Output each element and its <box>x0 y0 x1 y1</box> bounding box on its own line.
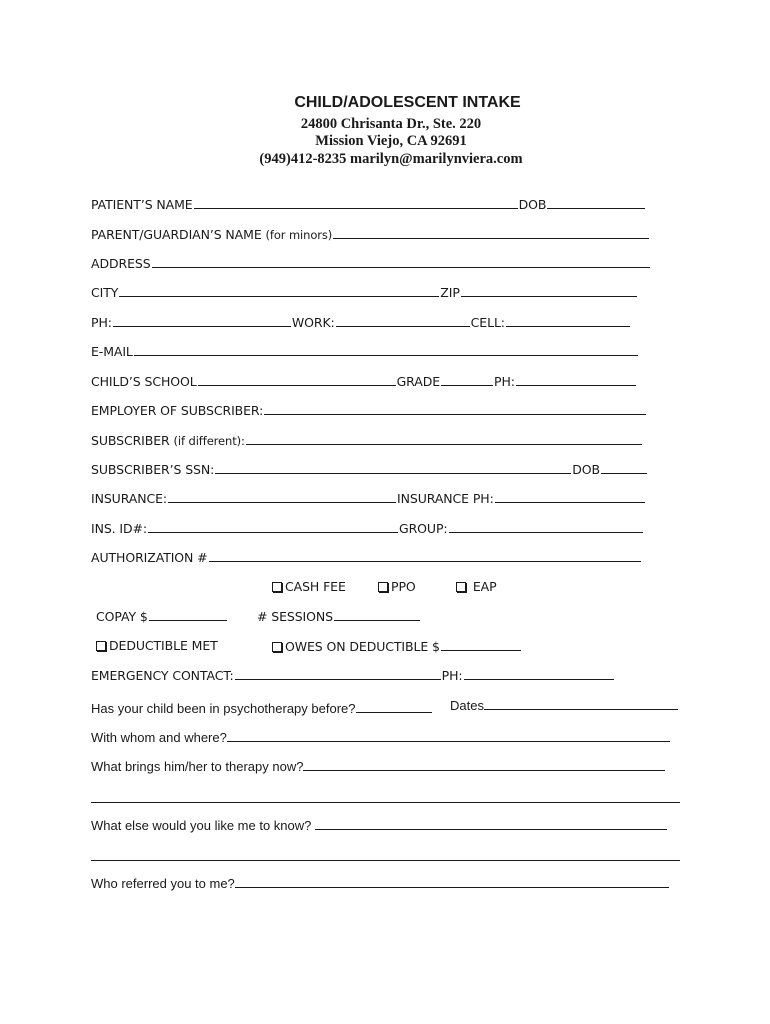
copay-row <box>96 608 228 624</box>
phone-row <box>91 314 631 330</box>
patient-name-field[interactable] <box>194 196 518 209</box>
emergency-contact-label: EMERGENCY CONTACT: <box>91 668 234 683</box>
dates-label: Dates <box>450 698 484 713</box>
employer-row <box>91 402 647 418</box>
insurance-row <box>91 490 646 506</box>
authorization-field[interactable] <box>209 549 641 562</box>
contact-line: (949)412-8235 marilyn@marilynviera.com <box>259 151 523 167</box>
ssn-row <box>91 461 648 477</box>
payment-type-cash[interactable] <box>272 579 346 594</box>
employer-subscriber-label: EMPLOYER OF SUBSCRIBER: <box>91 403 264 418</box>
subscriber-ssn-label: SUBSCRIBER’S SSN: <box>91 462 215 477</box>
owes-deductible-checkbox[interactable] <box>272 642 282 652</box>
ph-field[interactable] <box>113 314 291 327</box>
work-label: WORK: <box>291 315 335 330</box>
address-label: ADDRESS <box>91 256 151 271</box>
zip-field[interactable] <box>461 284 637 297</box>
ins-id-row <box>91 520 644 536</box>
emergency-contact-row <box>91 667 615 683</box>
ins-id-label: INS. ID#: <box>91 521 148 536</box>
what-brings-field[interactable] <box>303 758 665 771</box>
email-row <box>91 343 639 359</box>
cash-fee-label: CASH FEE <box>285 579 346 594</box>
owes-deductible-row <box>272 638 522 654</box>
authorization-row <box>91 549 642 565</box>
parent-guardian-field[interactable] <box>333 226 649 239</box>
emergency-contact-field[interactable] <box>235 667 441 680</box>
ppo-checkbox[interactable] <box>378 582 388 592</box>
school-ph-label: PH: <box>494 374 515 389</box>
with-whom-question: With whom and where? <box>91 730 227 745</box>
ins-id-field[interactable] <box>148 520 398 533</box>
cell-label: CELL: <box>470 315 505 330</box>
with-whom-field[interactable] <box>227 729 670 742</box>
subscriber-dob-field[interactable] <box>601 461 647 474</box>
subscriber-label: SUBSCRIBER <box>91 433 170 448</box>
who-referred-field[interactable] <box>235 875 669 888</box>
address-field[interactable] <box>152 255 650 268</box>
with-whom-row <box>91 729 670 745</box>
group-field[interactable] <box>449 520 643 533</box>
authorization-label: AUTHORIZATION # <box>91 550 208 565</box>
address-line-2: Mission Viejo, CA 92691 <box>315 133 467 149</box>
subscriber-row <box>91 432 643 448</box>
grade-field[interactable] <box>441 373 493 386</box>
who-referred-question: Who referred you to me? <box>91 876 235 891</box>
insurance-field[interactable] <box>168 490 396 503</box>
psychotherapy-question: Has your child been in psychotherapy before? <box>91 701 356 716</box>
what-else-question: What else would you like me to know? <box>91 818 312 833</box>
dob-label: DOB <box>518 197 547 212</box>
grade-label: GRADE <box>396 374 441 389</box>
copay-field[interactable] <box>149 608 227 621</box>
owes-deductible-field[interactable] <box>441 638 521 651</box>
parent-guardian-row <box>91 226 650 242</box>
payment-type-ppo[interactable] <box>378 579 416 594</box>
cell-field[interactable] <box>506 314 630 327</box>
copay-label: COPAY $ <box>96 609 148 624</box>
for-minors-note: (for minors) <box>265 228 333 242</box>
deductible-met-checkbox[interactable] <box>96 641 106 651</box>
deductible-met-row[interactable] <box>96 638 218 653</box>
what-else-extra-line[interactable] <box>91 860 680 861</box>
insurance-label: INSURANCE: <box>91 491 168 506</box>
what-else-row <box>91 817 667 833</box>
parent-guardian-label: PARENT/GUARDIAN’S NAME <box>91 227 262 242</box>
insurance-ph-field[interactable] <box>495 490 645 503</box>
city-field[interactable] <box>119 284 439 297</box>
what-brings-extra-line[interactable] <box>91 802 680 803</box>
ppo-label: PPO <box>391 579 416 594</box>
subscriber-dob-label: DOB <box>572 462 600 477</box>
city-label: CITY <box>91 285 119 300</box>
what-brings-question: What brings him/her to therapy now? <box>91 759 304 774</box>
psychotherapy-question-row <box>91 700 432 716</box>
email-field[interactable] <box>134 343 638 356</box>
school-ph-field[interactable] <box>516 373 636 386</box>
cash-fee-checkbox[interactable] <box>272 582 282 592</box>
email-label: E-MAIL <box>91 344 133 359</box>
dates-field[interactable] <box>484 697 678 710</box>
address-row <box>91 255 651 271</box>
patient-name-label: PATIENT’S NAME <box>91 197 193 212</box>
childs-school-label: CHILD’S SCHOOL <box>91 374 197 389</box>
city-zip-row <box>91 284 638 300</box>
form-title: CHILD/ADOLESCENT INTAKE <box>294 94 521 111</box>
sessions-field[interactable] <box>334 608 420 621</box>
ph-label: PH: <box>91 315 112 330</box>
sessions-row <box>257 608 421 624</box>
owes-deductible-label: OWES ON DEDUCTIBLE $ <box>285 639 440 654</box>
eap-label: EAP <box>472 579 497 594</box>
eap-checkbox[interactable] <box>456 582 466 592</box>
zip-label: ZIP <box>440 285 460 300</box>
dob-field[interactable] <box>547 196 645 209</box>
emergency-ph-label: PH: <box>441 668 463 683</box>
subscriber-field[interactable] <box>246 432 642 445</box>
subscriber-ssn-field[interactable] <box>215 461 571 474</box>
who-referred-row <box>91 875 669 891</box>
dates-row <box>450 697 678 713</box>
work-field[interactable] <box>336 314 470 327</box>
childs-school-field[interactable] <box>198 373 396 386</box>
deductible-met-label: DEDUCTIBLE MET <box>109 638 218 653</box>
sessions-label: # SESSIONS <box>257 609 333 624</box>
address-line-1: 24800 Chrisanta Dr., Ste. 220 <box>300 116 482 132</box>
emergency-ph-field[interactable] <box>464 667 614 680</box>
what-else-field[interactable] <box>315 817 667 830</box>
psychotherapy-answer-field[interactable] <box>356 700 432 713</box>
insurance-ph-label: INSURANCE PH: <box>397 491 494 506</box>
patient-name-row <box>91 196 646 212</box>
employer-subscriber-field[interactable] <box>264 402 646 415</box>
group-label: GROUP: <box>399 521 448 536</box>
if-different-note: (if different): <box>173 434 245 448</box>
school-row <box>91 373 637 389</box>
payment-type-eap[interactable] <box>456 579 497 594</box>
what-brings-row <box>91 758 665 774</box>
